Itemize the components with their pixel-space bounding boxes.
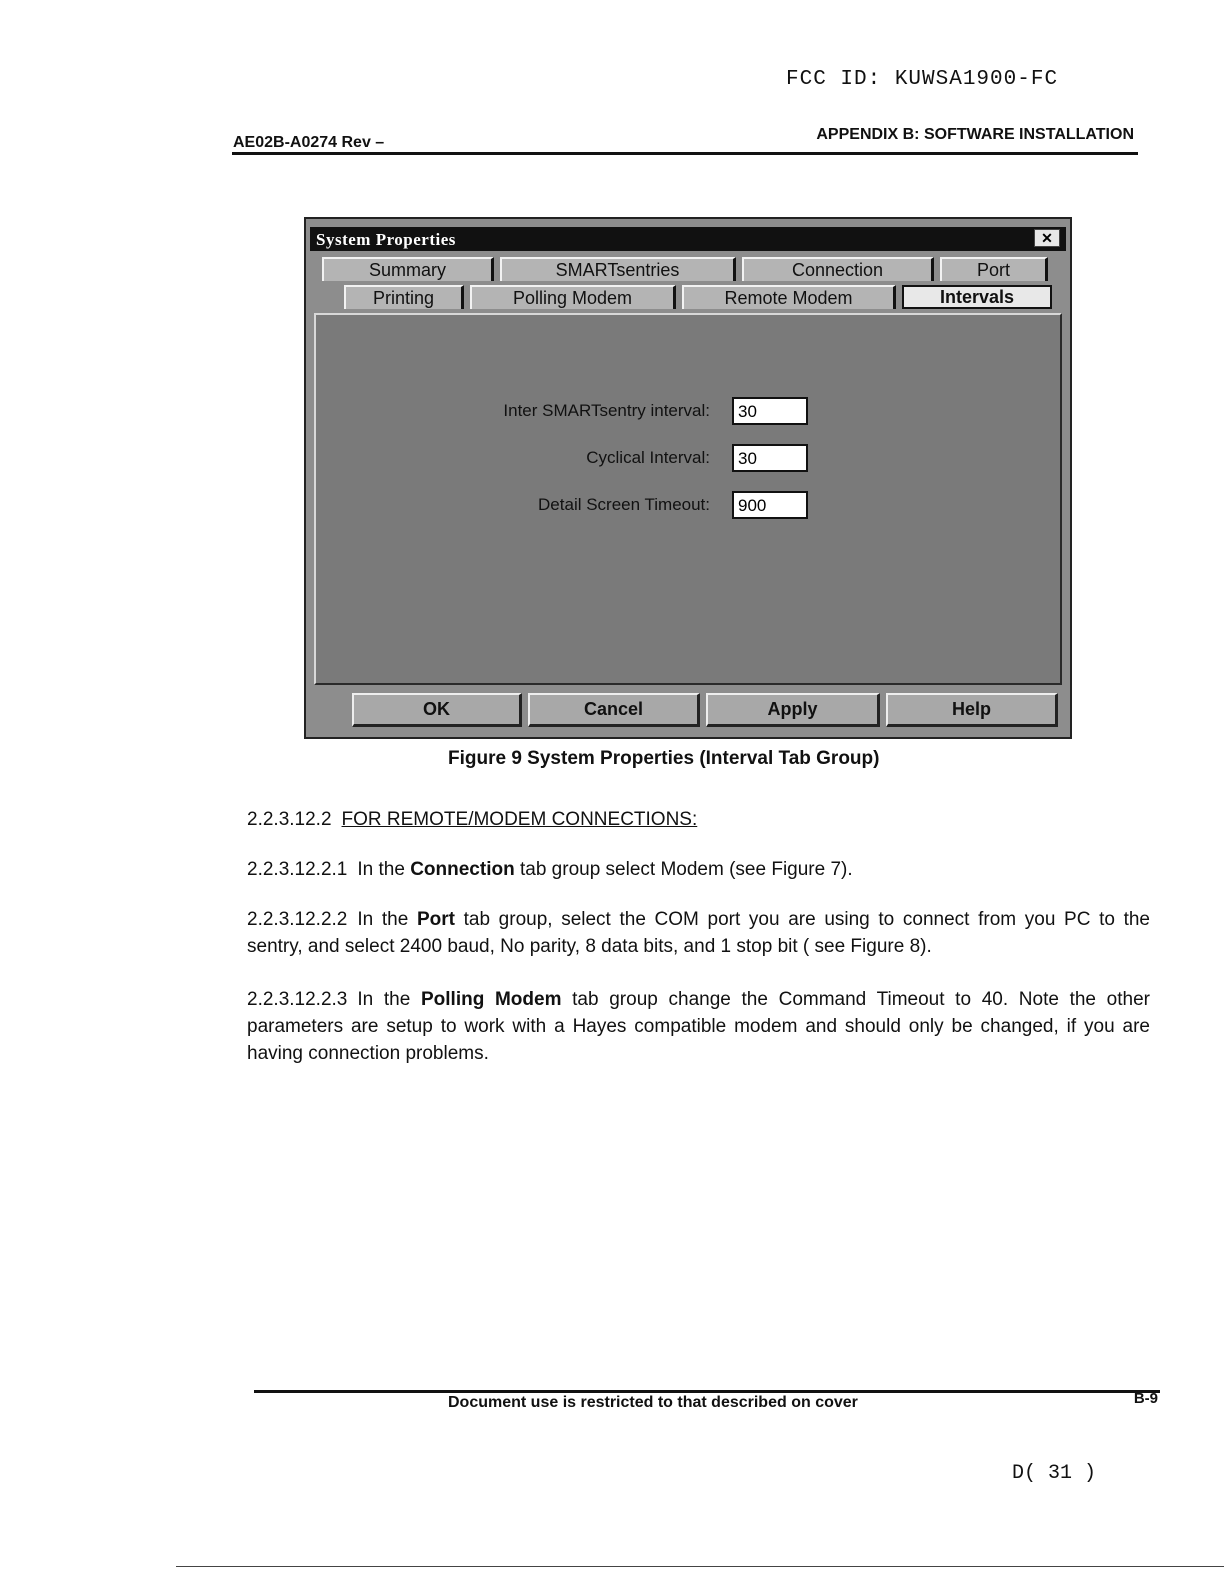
section-number: 2.2.3.12.2 [247,809,332,830]
handwritten-mark: D( 31 ) [1012,1462,1097,1485]
apply-button[interactable]: Apply [706,693,880,727]
inter-smartsentry-interval-input[interactable]: 30 [732,397,808,425]
cyclical-interval-label: Cyclical Interval: [586,448,710,467]
section-title: FOR REMOTE/MODEM CONNECTIONS: [341,809,698,830]
tab-row-2 [306,285,1070,311]
cyclical-interval-input[interactable]: 30 [732,444,808,472]
paragraph-3 [247,986,1150,1067]
tab-port[interactable]: Port [940,257,1048,281]
tab-row-1 [306,257,1070,283]
paragraph-bold: Polling Modem [420,989,562,1010]
paragraph-number: 2.2.3.12.2.1 [247,859,348,880]
tab-remote-modem[interactable]: Remote Modem [682,285,896,309]
footer-restriction: Document use is restricted to that described on cover [448,1394,858,1411]
paragraph-text: In the [357,909,417,930]
paragraph-text: tab group select Modem (see Figure 7). [514,859,853,880]
paragraph-text: In the [357,989,421,1010]
tab-intervals[interactable]: Intervals [902,285,1052,309]
tab-polling-modem[interactable]: Polling Modem [470,285,676,309]
paragraph-number: 2.2.3.12.2.3 [247,989,348,1010]
intervals-panel [314,313,1062,685]
detail-screen-timeout-label: Detail Screen Timeout: [538,495,710,514]
tab-smartsentries[interactable]: SMARTsentries [500,257,736,281]
tab-summary[interactable]: Summary [322,257,494,281]
figure-caption: Figure 9 System Properties (Interval Tab Group) [448,748,880,769]
cancel-button[interactable]: Cancel [528,693,700,727]
close-icon[interactable]: ✕ [1034,229,1060,247]
header-rule [232,152,1138,155]
document-number: AE02B-A0274 Rev – [233,134,385,151]
inter-smartsentry-interval-label: Inter SMARTsentry interval: [503,401,710,420]
tab-printing[interactable]: Printing [344,285,464,309]
tab-connection[interactable]: Connection [742,257,934,281]
paragraph-bold: Connection [410,859,515,880]
section-heading [247,806,1150,833]
detail-screen-timeout-input[interactable]: 900 [732,491,808,519]
paragraph-number: 2.2.3.12.2.2 [247,909,348,930]
dialog-title: System Properties [316,230,456,249]
paragraph-text: tab group change the Command Timeout to 40. Note the other parameters are setup to work with a Hayes compatible modem and should only be changed, if you are having connection problems. [247,989,1150,1064]
paragraph-bold: Port [416,909,455,930]
paragraph-1 [247,856,1150,883]
paragraph-text: In the [357,859,411,880]
ok-button[interactable]: OK [352,693,522,727]
footer-rule [254,1390,1160,1393]
paragraph-2 [247,906,1150,960]
dialog-titlebar [310,227,1066,251]
appendix-title: APPENDIX B: SOFTWARE INSTALLATION [816,126,1134,143]
page-number: B-9 [1133,1390,1158,1407]
system-properties-dialog [304,217,1072,739]
help-button[interactable]: Help [886,693,1058,727]
paragraph-text: tab group, select the COM port you are using to connect from you PC to the sentry, and select 2400 baud, No parity, 8 data bits, and 1 stop bit ( see Figure 8). [247,909,1150,957]
fcc-id: FCC ID: KUWSA1900-FC [786,68,1059,91]
bottom-rule [176,1566,1224,1567]
